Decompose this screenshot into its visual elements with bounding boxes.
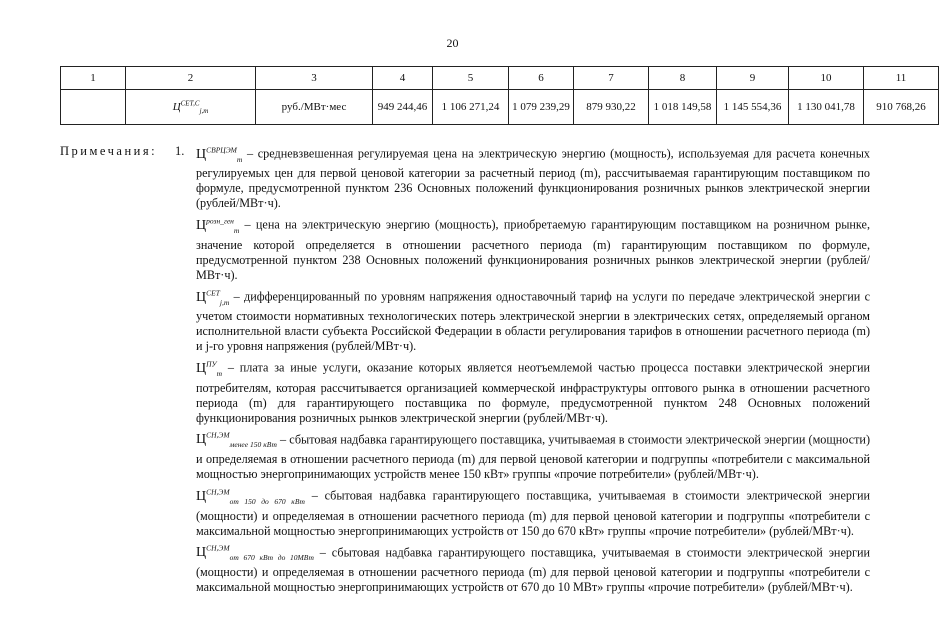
column-number: 6	[509, 67, 574, 90]
note-text: – сбытовая надбавка гарантирующего поставщика, учитываемая в стоимости электрической энергии (мощности) и определяемая в отношении расчетного периода (m) для первой ценовой категории и подгруппы «потребители с максимальной мощностью энергопринимающих устройств менее 150 кВт» группы «прочие потребители» (рублей/МВт·ч).	[196, 432, 871, 482]
value-cell: 1 106 271,24	[433, 90, 509, 125]
column-number: 11	[864, 67, 939, 90]
column-number: 7	[574, 67, 649, 90]
note-item	[196, 541, 870, 595]
tariff-symbol: $Ц^{СЕТ,С}_{j,m}$	[126, 90, 256, 125]
column-number: 1	[61, 67, 126, 90]
note-item	[196, 142, 870, 211]
note-symbol: $Ц^{СН,ЭМ}_{от 670 кВт до 10МВт}$	[196, 543, 314, 563]
column-number: 8	[649, 67, 717, 90]
value-cell: 949 244,46	[373, 90, 433, 125]
column-number: 9	[717, 67, 789, 90]
column-number: 5	[433, 67, 509, 90]
notes-body	[196, 142, 870, 597]
notes-heading: Примечания:	[60, 144, 158, 158]
note-symbol: $Ц^{СЕТ}_{j,m}$	[196, 287, 230, 307]
note-text: – цена на электрическую энергию (мощность), приобретаемую гарантирующим поставщиком на розничном рынке, значение которой определяется в отношении расчетного периода (m) гарантирующим поставщиком по формуле, предусмотренной пунктом 238 Основных положений функционирования розничных рынков электрической энергии (рублей/МВт·ч).	[196, 218, 870, 282]
notes-index: 1.	[175, 144, 185, 158]
unit-cell: руб./МВт·мес	[256, 90, 373, 125]
note-symbol: $Ц^{СН,ЭМ}_{менее 150 кВт}$	[196, 430, 277, 450]
note-item	[196, 484, 870, 538]
note-item	[196, 285, 870, 354]
table-row	[61, 90, 939, 125]
note-symbol: $Ц^{розн\_ген}_m$	[196, 216, 240, 235]
note-text: – дифференцированный по уровням напряжения одноставочный тариф на услуги по передаче электрической энергии с учетом стоимости нормативных технологических потерь электрической энергии в электрических сетях, определяемый органом исполнительной власти субъекта Российской Федерации в области регулирования тарифов в отношении расчетного периода (m) и j-го уровня напряжения (рублей/МВт·ч).	[196, 289, 870, 354]
value-cell: 1 018 149,58	[649, 90, 717, 125]
note-symbol: $Ц^{СН,ЭМ}_{от 150 до 670 кВт}$	[196, 487, 305, 506]
value-cell: 1 130 041,78	[789, 90, 864, 125]
empty-cell	[61, 90, 126, 125]
note-item	[196, 356, 870, 425]
column-number: 2	[126, 67, 256, 90]
tariff-table	[60, 66, 939, 125]
note-text: – средневзвешенная регулируемая цена на электрическую энергию (мощность), используемая для расчета конечных регулируемых цен для первой ценовой категории за расчетный период (m), рассчитываемая гарантирующим поставщиком по формуле, предусмотренной пунктом 236 Основных положений функционирования розничных рынков электрической энергии (рублей/МВт·ч).	[196, 146, 870, 211]
column-number: 4	[373, 67, 433, 90]
value-cell: 910 768,26	[864, 90, 939, 125]
note-text: – сбытовая надбавка гарантирующего поставщика, учитываемая в стоимости электрической энергии (мощности) и определяемая в отношении расчетного периода (m) для первой ценовой категории и подгруппы «потребители с максимальной мощностью энергопринимающих устройств от 670 до 10 МВт» группы «прочие потребители» (рублей/МВт·ч).	[196, 545, 870, 595]
note-symbol: $Ц^{СВРЦЭМ}_m$	[196, 145, 243, 164]
value-cell: 879 930,22	[574, 90, 649, 125]
note-symbol: $Ц^{ПУ}_m$	[196, 359, 223, 378]
value-cell: 1 145 554,36	[717, 90, 789, 125]
column-number: 10	[789, 67, 864, 90]
note-text: – плата за иные услуги, оказание которых является неотъемлемой частью процесса поставки электрической энергии потребителям, которая рассчитывается организацией коммерческой инфраструктуры оптового рынка в отношении расчетного периода (m) для гарантирующего поставщика по формуле, предусмотренной пунктом 248 Основных положений функционирования розничных рынков электрической энергии (рублей/МВт·ч).	[196, 361, 870, 425]
column-number: 3	[256, 67, 373, 90]
value-cell: 1 079 239,29	[509, 90, 574, 125]
note-text: – сбытовая надбавка гарантирующего поставщика, учитываемая в стоимости электрической энергии (мощности) и определяемая в отношении расчетного периода (m) для первой ценовой категории и подгруппы «потребители с максимальной мощностью энергопринимающих устройств от 150 до 670 кВт» группы «прочие потребители» (рублей/МВт·ч).	[196, 488, 870, 538]
page-number: 20	[446, 36, 459, 50]
note-item	[196, 213, 870, 282]
column-number-row	[61, 67, 939, 90]
note-item	[196, 428, 870, 482]
